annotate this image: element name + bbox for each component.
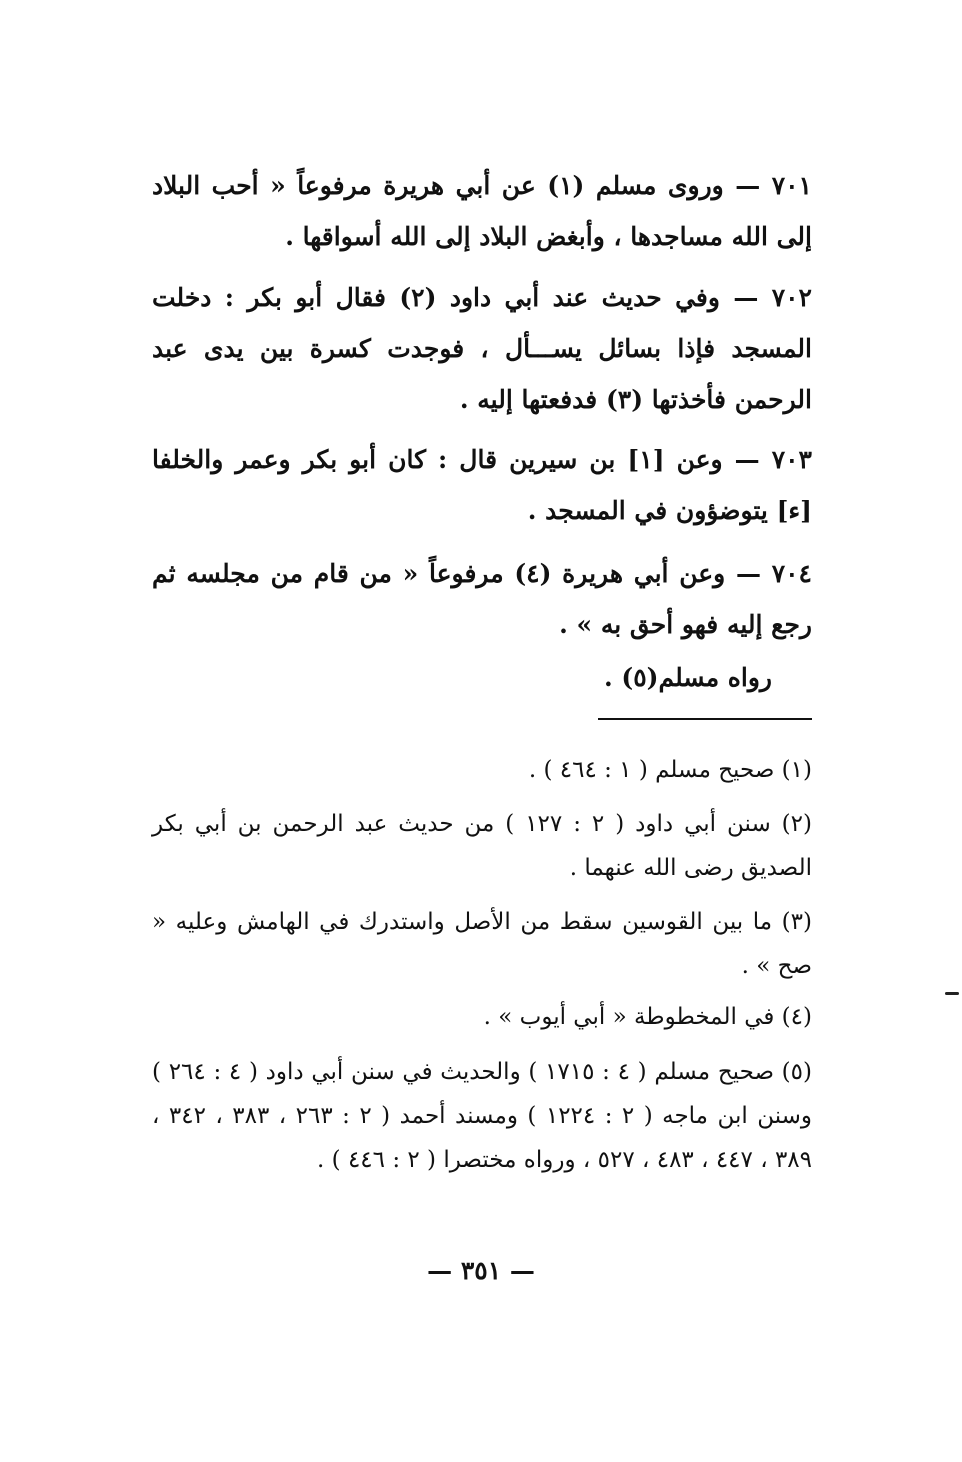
footnote-separator <box>598 718 812 720</box>
footnote-3 <box>152 900 812 988</box>
footnote-4 <box>152 995 812 1039</box>
hadith-701-text: ٧٠١ — وروى مسلم (١) عن أبي هريرة مرفوعاً « أحب البلاد إلى الله مساجدها ، وأبغض البلاد إلى الله أسواقها . <box>152 171 812 251</box>
attribution-text: رواه مسلم(٥) . <box>603 663 772 692</box>
footnote-1-text: (١) صحيح مسلم ( ١ : ٤٦٤ ) . <box>528 757 812 783</box>
footnote-5 <box>152 1050 812 1182</box>
hadith-703-text: ٧٠٣ — وعن [١] بن سيرين قال : كان أبو بكر وعمر والخلفا [ء] يتوضؤون في المسجد . <box>152 445 812 525</box>
attribution <box>152 652 812 703</box>
hadith-701 <box>152 160 812 262</box>
hadith-704-text: ٧٠٤ — وعن أبي هريرة (٤) مرفوعاً « من قام من مجلسه ثم رجع إليه فهو أحق به » . <box>152 559 812 639</box>
footnote-1 <box>152 748 812 792</box>
footnote-3-text: (٣) ما بين القوسين سقط من الأصل واستدرك في الهامش وعليه « صح » . <box>152 909 812 979</box>
footnote-2-text: (٢) سنن أبي داود ( ٢ : ١٢٧ ) من حديث عبد الرحمن بن أبي بكر الصديق رضى الله عنهما . <box>152 811 812 881</box>
footnote-4-text: (٤) في المخطوطة « أبي أيوب » . <box>483 1004 812 1030</box>
scan-mark <box>945 992 959 995</box>
footnote-2 <box>152 802 812 890</box>
hadith-704 <box>152 548 812 650</box>
footnote-5-text: (٥) صحيح مسلم ( ٤ : ١٧١٥ ) والحديث في سنن أبي داود ( ٤ : ٢٦٤ ) وسنن ابن ماجه ( ٢ : ١٢٢٤ ) ومسند أحمد ( ٢ : ٢٦٣ ، ٣٨٣ ، ٣٤٢ ، ٣٨٩ ، ٤٤٧ ، ٤٨٣ ، ٥٢٧ ، ورواه مختصرا ( ٢ : ٤٤٦ ) . <box>152 1059 813 1173</box>
page-number: — ٣٥١ — <box>427 1256 535 1285</box>
hadith-702-text: ٧٠٢ — وفي حديث عند أبي داود (٢) فقال أبو بكر : دخلت المسجد فإذا بسائل يســـأل ، فوجدت كسرة بين يدى عبد الرحمن فأخذتها (٣) فدفعتها إليه . <box>152 283 812 414</box>
hadith-703 <box>152 434 812 536</box>
hadith-702 <box>152 272 812 425</box>
